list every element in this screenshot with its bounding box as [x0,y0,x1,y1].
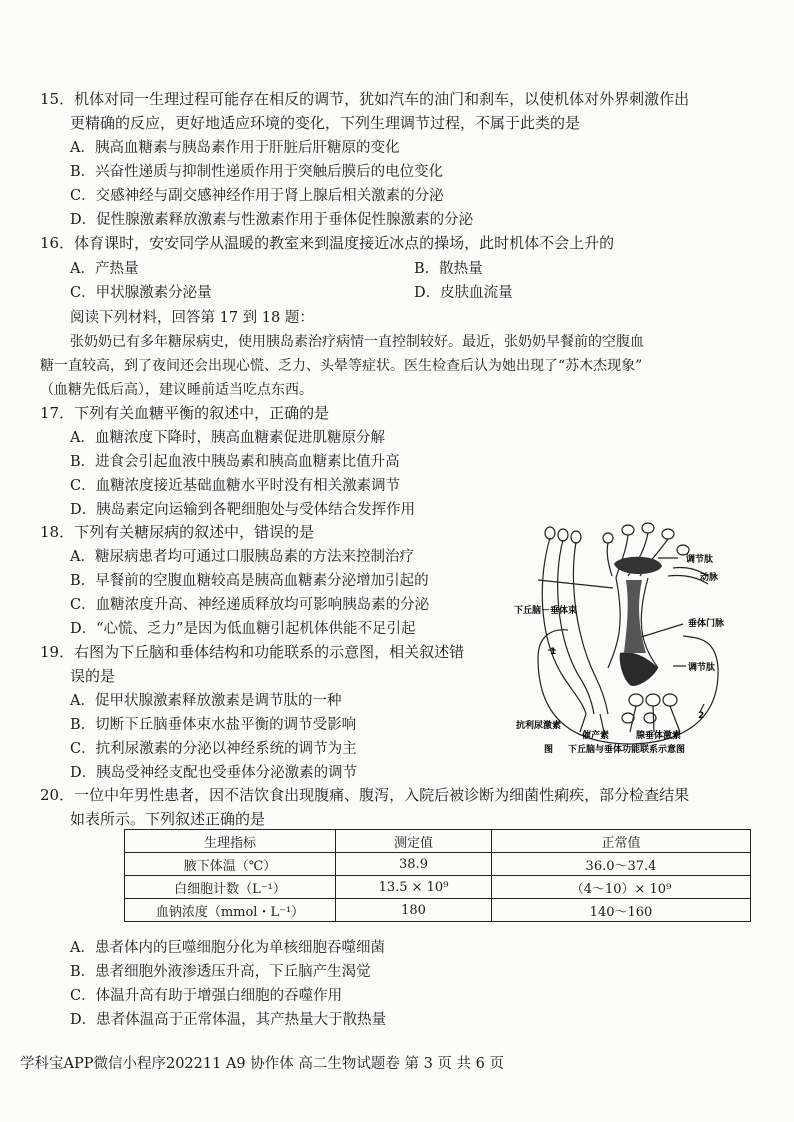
table-cell: 140～160 [492,899,751,922]
table-cell: 白细胞计数（L⁻¹） [125,876,336,899]
q20-stem: 20．一位中年男性患者，因不洁饮食出现腹痛、腹泻，入院后被诊断为细菌性痢疾，部分检查结果 [40,786,690,804]
label-portal-vessel: 垂体门脉 [688,619,725,629]
q17-option-c: C．血糖浓度接近基础血糖水平时没有相关激素调节 [70,478,401,494]
q18-option-c: C．血糖浓度升高、神经递质释放均可影响胰岛素的分泌 [70,597,430,613]
table-cell: 腋下体温（℃） [125,853,336,876]
q16-option-a: A．产热量 [70,261,139,277]
label-regulatory-peptide-top: 调节肽 [686,555,714,565]
q15-option-d: D．促性腺激素释放激素与性激素作用于垂体促性腺激素的分泌 [70,212,474,228]
reading-intro: 阅读下列材料，回答第 17 到 18 题： [70,310,314,326]
reading-passage-line: 张奶奶已有多年糖尿病史，使用胰岛素治疗病情一直控制较好。最近，张奶奶早餐前的空腹血 [70,334,644,350]
table-header-row [125,830,751,853]
q20-option-b: B．患者细胞外液渗透压升高，下丘脑产生渴觉 [70,964,371,980]
q18-option-d: D．“心慌、乏力”是因为低血糖引起机体供能不足引起 [70,621,416,637]
label-number-2: 2 [698,711,705,721]
q17-option-a: A．血糖浓度下降时，胰高血糖素促进肌糖原分解 [70,430,385,446]
q15-stem-cont: 更精确的反应，更好地适应环境的变化，下列生理调节过程，不属于此类的是 [70,114,581,132]
q20-option-a: A．患者体内的巨噬细胞分化为单核细胞吞噬细菌 [70,940,385,956]
q18-option-b: B．早餐前的空腹血糖较高是胰高血糖素分泌增加引起的 [70,573,429,589]
q16-option-c: C．甲状腺激素分泌量 [70,285,212,301]
table-row [125,899,751,922]
q19-stem-cont: 误的是 [70,667,116,685]
q19-stem: 19．右图为下丘脑和垂体结构和功能联系的示意图，相关叙述错 [40,643,465,661]
q19-option-a: A．促甲状腺激素释放激素是调节肽的一种 [70,693,342,709]
q17-option-b: B．进食会引起血液中胰岛素和胰高血糖素比值升高 [70,454,400,470]
reading-passage-line: 糖一直较高，到了夜间还会出现心慌、乏力、头晕等症状。医生检查后认为她出现了“苏木杰现象” [40,358,643,374]
label-oxytocin: 催产素 [582,731,610,741]
q17-option-d: D．胰岛素定向运输到各靶细胞处与受体结合发挥作用 [70,502,416,518]
table-cell: 血钠浓度（mmol・L⁻¹） [125,899,336,922]
table-header: 生理指标 [125,830,336,853]
q19-option-b: B．切断下丘脑垂体束水盐平衡的调节受影响 [70,717,357,733]
label-anterior-pituitary-hormone: 腺垂体激素 [636,731,682,741]
q15-stem: 15．机体对同一生理过程可能存在相反的调节，犹如汽车的油门和刹车，以使机体对外界刺激作出 [40,90,690,108]
lab-results-table [124,829,751,922]
table-cell: 36.0～37.4 [492,853,751,876]
q15-option-a: A．胰高血糖素与胰岛素作用于肝脏后肝糖原的变化 [70,140,400,156]
q16-option-d: D．皮肤血流量 [414,285,513,301]
table-cell: 13.5 × 10⁹ [336,876,492,899]
table-header: 正常值 [492,830,751,853]
page-footer: 学科宝APP微信小程序202211 A9 协作体 高二生物试题卷 第 3 页 共 6 页 [20,1056,504,1072]
label-regulatory-peptide-mid: 调节肽 [688,663,716,673]
table-row [125,876,751,899]
reading-passage-line: （血糖先低后高），建议睡前适当吃点东西。 [40,382,313,398]
table-row [125,853,751,876]
label-artery: 动脉 [700,573,719,583]
q18-option-a: A．糖尿病患者均可通过口服胰岛素的方法来控制治疗 [70,549,414,565]
q15-option-c: C．交感神经与副交感神经作用于肾上腺后相关激素的分泌 [70,188,444,204]
figure-caption: 下丘脑与垂体功能联系示意图 [568,745,686,755]
label-hypothalamic-tract: 下丘脑－垂体束 [514,606,578,616]
q20-option-c: C．体温升高有助于增强白细胞的吞噬作用 [70,988,343,1004]
q19-option-c: C．抗利尿激素的分泌以神经系统的调节为主 [70,741,357,757]
label-antidiuretic-hormone: 抗利尿激素 [516,721,562,731]
table-cell: （4～10）× 10⁹ [492,876,751,899]
q16-option-b: B．散热量 [414,261,483,277]
q19-option-d: D．胰岛受神经支配也受垂体分泌激素的调节 [70,765,358,781]
table-cell: 180 [336,899,492,922]
q15-option-b: B．兴奋性递质与抑制性递质作用于突触后膜后的电位变化 [70,164,444,180]
hypothalamus-pituitary-diagram [508,518,758,758]
table-header: 测定值 [336,830,492,853]
label-number-1: 1 [550,647,557,657]
q20-stem-cont: 如表所示。下列叙述正确的是 [70,810,266,828]
q17-stem: 17．下列有关血糖平衡的叙述中，正确的是 [40,404,330,422]
table-cell: 38.9 [336,853,492,876]
q16-stem: 16．体育课时，安安同学从温暖的教室来到温度接近冰点的操场，此时机体不会上升的 [40,234,615,252]
q18-stem: 18．下列有关糖尿病的叙述中，错误的是 [40,523,315,541]
q20-option-d: D．患者体温高于正常体温，其产热量大于散热量 [70,1012,387,1028]
figure-caption-prefix: 图 [544,745,554,755]
